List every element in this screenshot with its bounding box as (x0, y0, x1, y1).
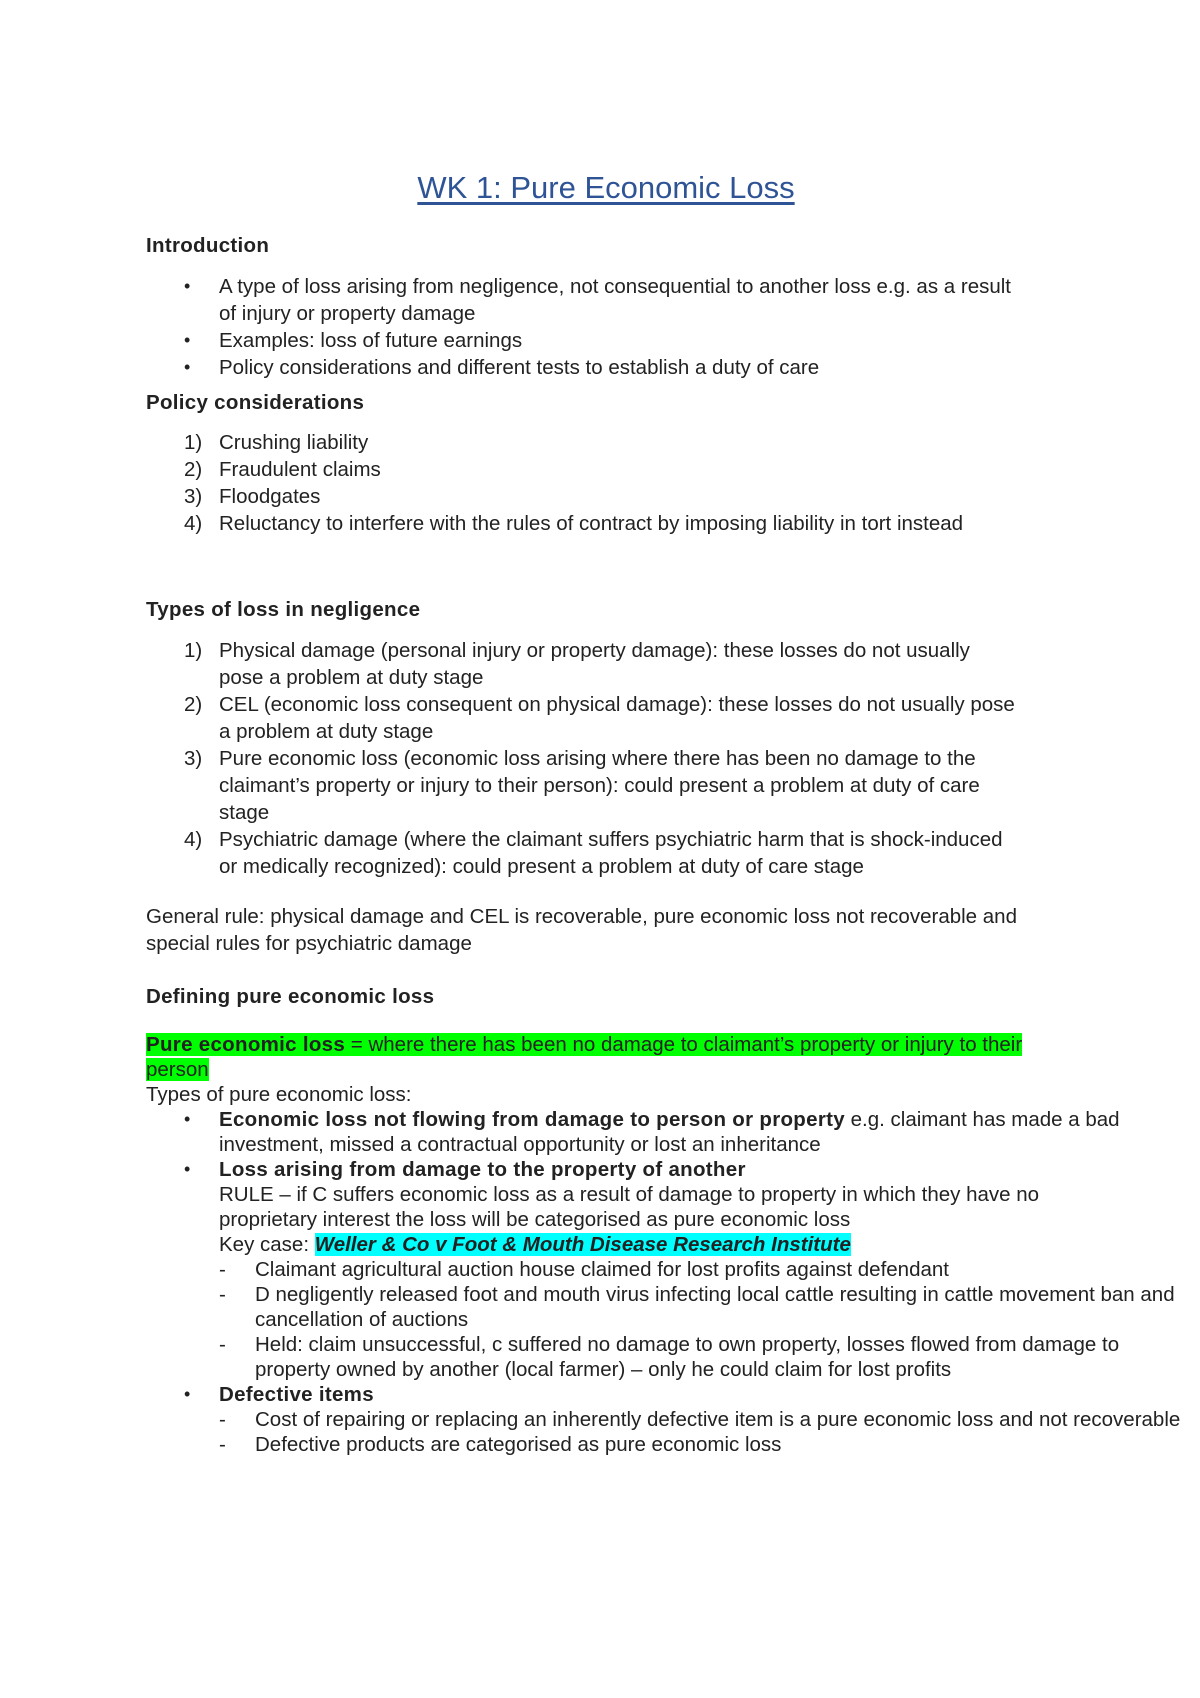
list-item: • Policy considerations and different tests to establish a duty of care (184, 356, 820, 379)
definition-term: Pure economic loss (146, 1033, 346, 1056)
intro-heading: Introduction (146, 234, 270, 257)
list-item: - Cost of repairing or replacing an inherently defective item is a pure economic loss and not recoverable (219, 1408, 1181, 1431)
list-item: 4) Reluctancy to interfere with the rules of contract by imposing liability in tort instead (184, 512, 964, 535)
pel-types-list (146, 1107, 1181, 1457)
policy-list (146, 429, 1066, 537)
list-item: • Examples: loss of future earnings (184, 329, 523, 352)
list-item: 4) Psychiatric damage (where the claimant suffers psychiatric harm that is shock-induced or medically recognized): could present a problem at duty of care stage (184, 828, 1003, 878)
bullet-icon: • (184, 1384, 191, 1404)
key-case: Weller & Co v Foot & Mouth Disease Research Institute (314, 1233, 851, 1256)
list-item: 3) Floodgates (184, 485, 321, 508)
list-item: • Economic loss not flowing from damage to person or property e.g. claimant has made a bad investment, missed a contractual opportunity or lost an inheritance (184, 1108, 1120, 1156)
list-item: - D negligently released foot and mouth virus infecting local cattle resulting in cattle movement ban and cancellation of auctions (219, 1283, 1175, 1331)
definition-line (146, 1032, 1051, 1082)
definition-text: = where there has been no damage to claimant’s property or injury to their person (146, 1033, 1023, 1081)
types-heading: Types of loss in negligence (146, 598, 421, 621)
list-item: - Held: claim unsuccessful, c suffered no damage to own property, losses flowed from damage to property owned by another (local farmer) – only he could claim for lost profits (219, 1333, 1120, 1381)
list-item: • Loss arising from damage to the property of another RULE – if C suffers economic loss as a result of damage to property in which they have no proprietary interest the loss will be categorised as pure economic loss Key case: Weller & Co v Foot & Mouth Disease Research Institute (184, 1158, 1040, 1256)
intro-list (146, 273, 1066, 381)
list-item: 1) Physical damage (personal injury or property damage): these losses do not usually pose a problem at duty stage (184, 639, 970, 689)
policy-heading: Policy considerations (146, 391, 365, 414)
defining-heading: Defining pure economic loss (146, 985, 435, 1008)
list-item: • Defective items (184, 1383, 374, 1406)
bullet-icon: • (184, 330, 191, 350)
general-rule: General rule: physical damage and CEL is recoverable, pure economic loss not recoverable and special rules for psychiatric damage (146, 905, 1017, 955)
list-item: 2) Fraudulent claims (184, 458, 381, 481)
bullet-icon: • (184, 1109, 191, 1129)
bullet-icon: • (184, 357, 191, 377)
list-item: 2) CEL (economic loss consequent on physical damage): these losses do not usually pose a problem at duty stage (184, 693, 1015, 743)
bullet-icon: • (184, 1159, 191, 1179)
list-item: • A type of loss arising from negligence, not consequential to another loss e.g. as a result of injury or property damage (184, 275, 1011, 325)
types-list (146, 637, 1066, 880)
page-title: WK 1: Pure Economic Loss (417, 170, 795, 205)
list-item: 1) Crushing liability (184, 431, 369, 454)
types-label: Types of pure economic loss: (146, 1083, 412, 1106)
list-item: 3) Pure economic loss (economic loss arising where there has been no damage to the claimant’s property or injury to their person): could present a problem at duty of care stage (184, 747, 980, 824)
list-item: - Claimant agricultural auction house claimed for lost profits against defendant (219, 1258, 949, 1281)
list-item: - Defective products are categorised as pure economic loss (219, 1433, 782, 1456)
bullet-icon: • (184, 276, 191, 296)
